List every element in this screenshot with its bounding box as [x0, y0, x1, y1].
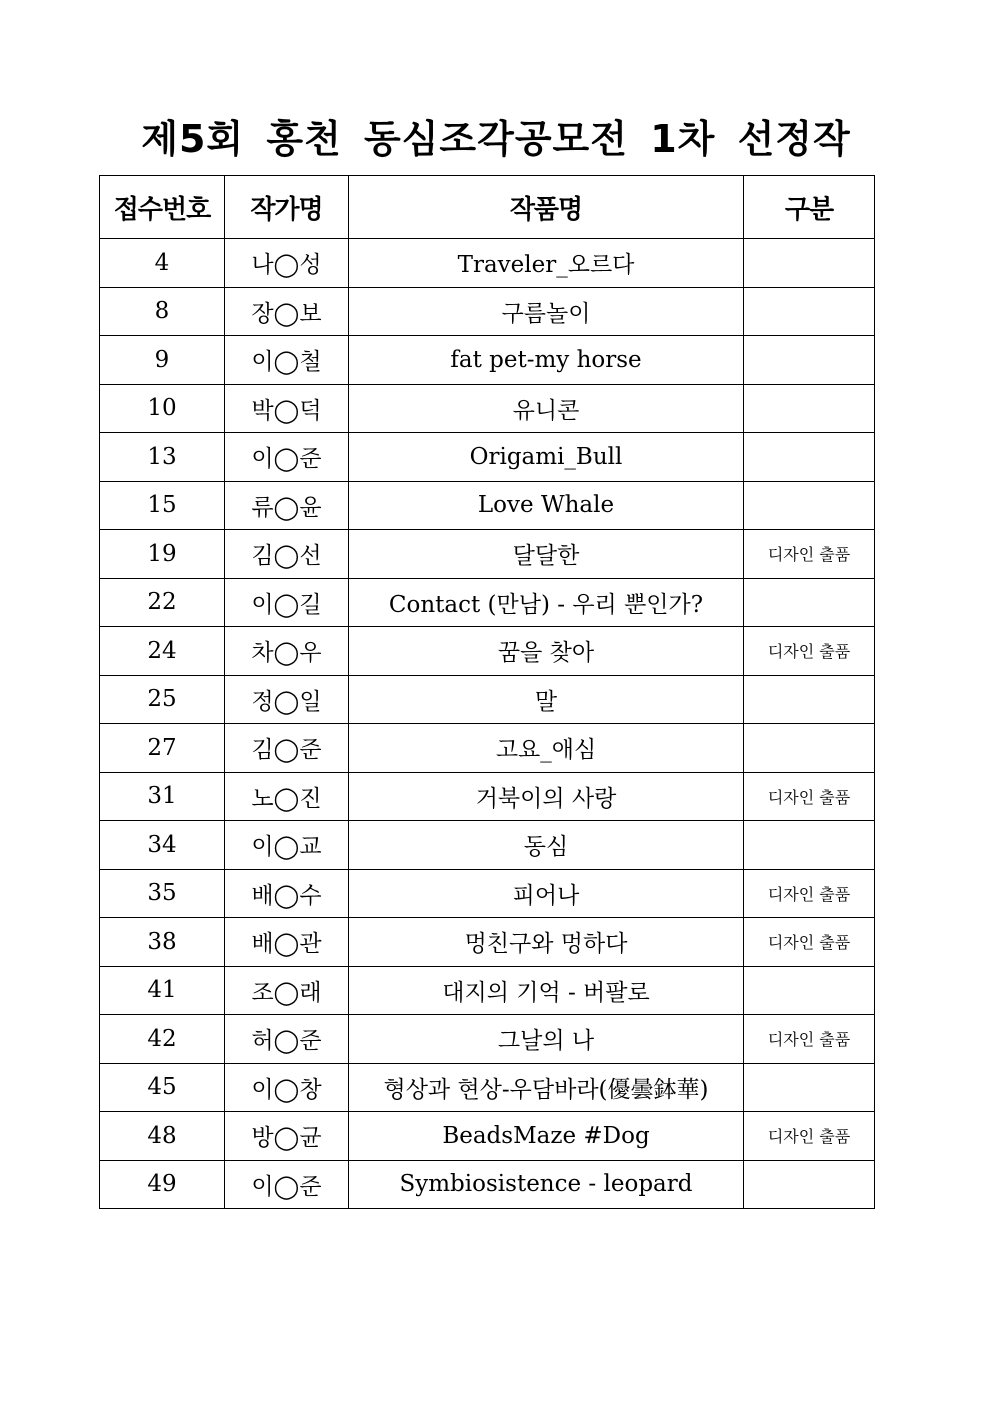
- work-title-cell: 피어나: [349, 869, 744, 918]
- table-row: [100, 433, 875, 482]
- artist-name-cell: 방◯균: [225, 1112, 349, 1161]
- entry-number-cell: 22: [100, 578, 225, 627]
- category-cell: 디자인 출품: [744, 530, 875, 579]
- work-title-cell: Symbiosistence - leopard: [349, 1160, 744, 1209]
- artist-name-cell: 류◯윤: [225, 481, 349, 530]
- table-row: [100, 239, 875, 288]
- artist-name-cell: 허◯준: [225, 1015, 349, 1064]
- category-cell: [744, 821, 875, 870]
- category-cell: [744, 1063, 875, 1112]
- table-row: [100, 481, 875, 530]
- table-row: [100, 772, 875, 821]
- entry-number-cell: 31: [100, 772, 225, 821]
- category-cell: 디자인 출품: [744, 1112, 875, 1161]
- work-title-cell: 그날의 나: [349, 1015, 744, 1064]
- table-row: [100, 821, 875, 870]
- artist-name-cell: 김◯선: [225, 530, 349, 579]
- artist-name-cell: 박◯덕: [225, 384, 349, 433]
- category-cell: [744, 578, 875, 627]
- work-title-cell: 구름놀이: [349, 287, 744, 336]
- category-cell: [744, 675, 875, 724]
- selection-table: [99, 175, 875, 1209]
- entry-number-cell: 9: [100, 336, 225, 385]
- artist-name-cell: 이◯철: [225, 336, 349, 385]
- work-title-cell: Love Whale: [349, 481, 744, 530]
- table-row: [100, 287, 875, 336]
- work-title-cell: 꿈을 찾아: [349, 627, 744, 676]
- table-row: [100, 966, 875, 1015]
- entry-number-cell: 42: [100, 1015, 225, 1064]
- category-cell: 디자인 출품: [744, 869, 875, 918]
- entry-number-cell: 13: [100, 433, 225, 482]
- entry-number-cell: 4: [100, 239, 225, 288]
- artist-name-cell: 정◯일: [225, 675, 349, 724]
- work-title-cell: Traveler_오르다: [349, 239, 744, 288]
- artist-name-cell: 이◯교: [225, 821, 349, 870]
- artist-name-cell: 이◯준: [225, 1160, 349, 1209]
- table-row: [100, 724, 875, 773]
- table-row: [100, 1112, 875, 1161]
- work-title-cell: 거북이의 사랑: [349, 772, 744, 821]
- work-title-cell: Origami_Bull: [349, 433, 744, 482]
- table-row: [100, 336, 875, 385]
- artist-name-cell: 이◯길: [225, 578, 349, 627]
- work-title-cell: Contact (만남) - 우리 뿐인가?: [349, 578, 744, 627]
- work-title-cell: 달달한: [349, 530, 744, 579]
- category-cell: [744, 1160, 875, 1209]
- entry-number-cell: 45: [100, 1063, 225, 1112]
- category-cell: [744, 287, 875, 336]
- entry-number-cell: 8: [100, 287, 225, 336]
- artist-name-cell: 노◯진: [225, 772, 349, 821]
- work-title-cell: 멍친구와 멍하다: [349, 918, 744, 967]
- entry-number-cell: 41: [100, 966, 225, 1015]
- work-title-cell: 말: [349, 675, 744, 724]
- category-cell: 디자인 출품: [744, 1015, 875, 1064]
- entry-number-cell: 49: [100, 1160, 225, 1209]
- table-row: [100, 627, 875, 676]
- category-cell: 디자인 출품: [744, 918, 875, 967]
- table-row: [100, 1063, 875, 1112]
- table-row: [100, 578, 875, 627]
- artist-name-cell: 배◯수: [225, 869, 349, 918]
- entry-number-cell: 19: [100, 530, 225, 579]
- artist-name-cell: 배◯관: [225, 918, 349, 967]
- category-cell: [744, 481, 875, 530]
- header-category: 구분: [744, 176, 875, 239]
- table-header-row: [100, 176, 875, 239]
- entry-number-cell: 48: [100, 1112, 225, 1161]
- category-cell: [744, 966, 875, 1015]
- entry-number-cell: 24: [100, 627, 225, 676]
- artist-name-cell: 김◯준: [225, 724, 349, 773]
- table-row: [100, 384, 875, 433]
- table-row: [100, 675, 875, 724]
- header-work-title: 작품명: [349, 176, 744, 239]
- category-cell: 디자인 출품: [744, 772, 875, 821]
- category-cell: [744, 433, 875, 482]
- header-entry-number: 접수번호: [100, 176, 225, 239]
- entry-number-cell: 27: [100, 724, 225, 773]
- header-artist-name: 작가명: [225, 176, 349, 239]
- artist-name-cell: 조◯래: [225, 966, 349, 1015]
- artist-name-cell: 나◯성: [225, 239, 349, 288]
- entry-number-cell: 10: [100, 384, 225, 433]
- document-title: 제5회 홍천 동심조각공모전 1차 선정작: [141, 117, 851, 161]
- artist-name-cell: 이◯준: [225, 433, 349, 482]
- table-row: [100, 869, 875, 918]
- table-body: [100, 239, 875, 1209]
- entry-number-cell: 35: [100, 869, 225, 918]
- work-title-cell: 동심: [349, 821, 744, 870]
- table-row: [100, 1015, 875, 1064]
- entry-number-cell: 34: [100, 821, 225, 870]
- table-row: [100, 1160, 875, 1209]
- artist-name-cell: 이◯창: [225, 1063, 349, 1112]
- entry-number-cell: 15: [100, 481, 225, 530]
- table-row: [100, 918, 875, 967]
- category-cell: [744, 336, 875, 385]
- category-cell: 디자인 출품: [744, 627, 875, 676]
- category-cell: [744, 724, 875, 773]
- work-title-cell: 유니콘: [349, 384, 744, 433]
- work-title-cell: 대지의 기억 - 버팔로: [349, 966, 744, 1015]
- entry-number-cell: 38: [100, 918, 225, 967]
- artist-name-cell: 차◯우: [225, 627, 349, 676]
- category-cell: [744, 384, 875, 433]
- work-title-cell: fat pet-my horse: [349, 336, 744, 385]
- entry-number-cell: 25: [100, 675, 225, 724]
- table-row: [100, 530, 875, 579]
- work-title-cell: BeadsMaze #Dog: [349, 1112, 744, 1161]
- category-cell: [744, 239, 875, 288]
- work-title-cell: 형상과 현상-우담바라(優曇鉢華): [349, 1063, 744, 1112]
- artist-name-cell: 장◯보: [225, 287, 349, 336]
- work-title-cell: 고요_애심: [349, 724, 744, 773]
